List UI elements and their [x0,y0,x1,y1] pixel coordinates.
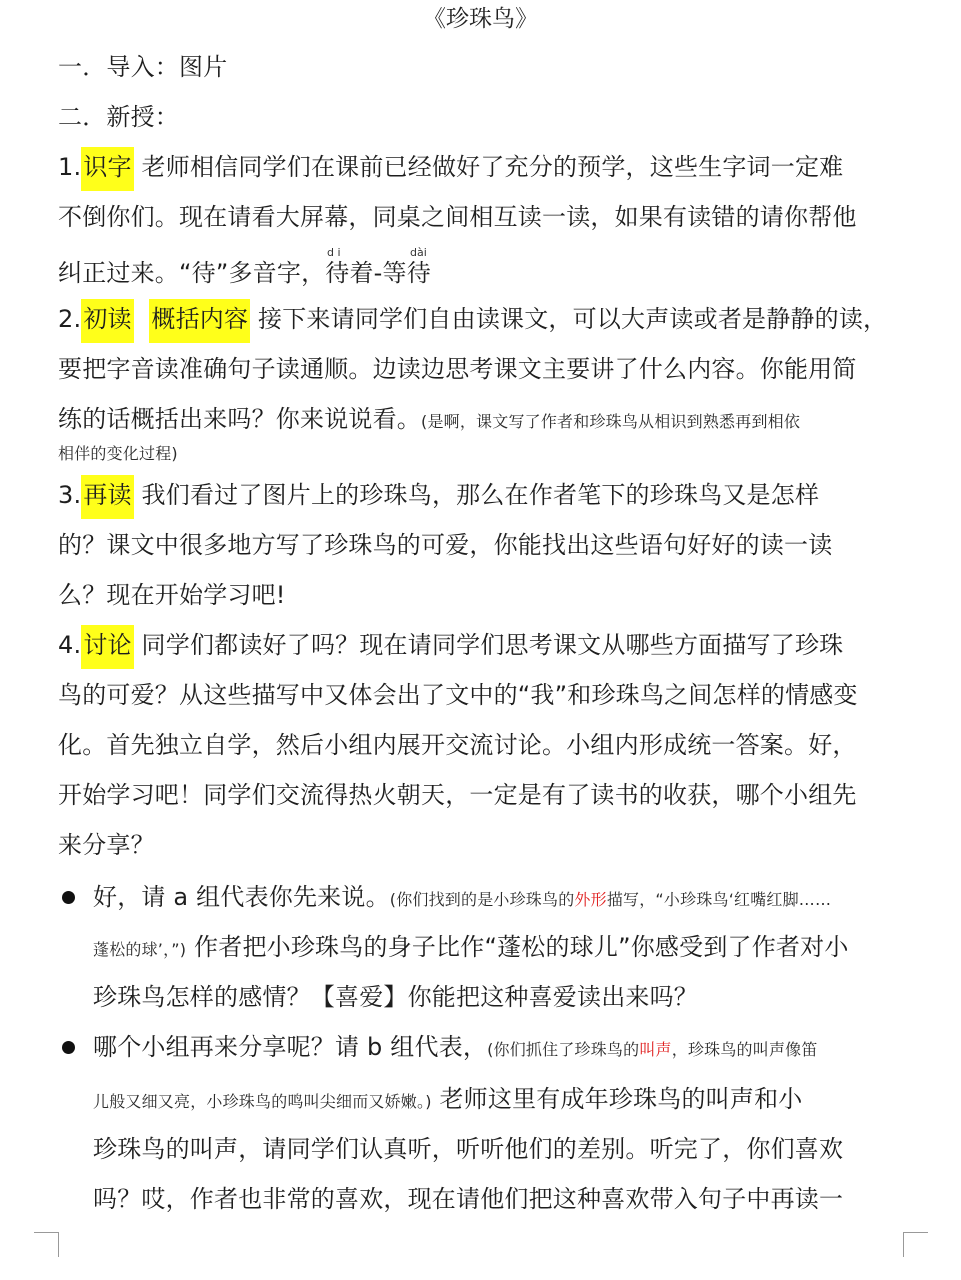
step-text: 我们看过了图片上的珍珠鸟，那么在作者笔下的珍珠鸟又是怎样 [133,481,820,509]
step3-line1 [58,480,819,510]
document-title: 《珍珠鸟》 [423,6,538,32]
bullet2-line1 [93,1032,818,1065]
bullet-text: 好，请 a 组代表你先来说。 [93,883,390,911]
bullet-dot [62,891,75,904]
section-new-lesson: 二．新授： [58,103,179,131]
step4-line3: 化。首先独立自学，然后小组内展开交流讨论。小组内形成统一答案。好， [58,731,857,759]
bullet-dot [62,1041,75,1054]
answer-note: ，珍珠鸟的叫声像笛 [671,1040,818,1059]
step-number: 4. [58,631,82,659]
bullet2-line3: 珍珠鸟的叫声，请同学们认真听，听听他们的差别。听完了，你们喜欢 [93,1135,844,1163]
step-number: 3. [58,481,82,509]
answer-note: (你们找到的是小珍珠鸟的 [389,890,575,909]
step2-line3 [58,404,800,437]
pinyin-di: d i [327,246,341,259]
step4-line4: 开始学习吧！同学们交流得热火朝天，一定是有了读书的收获，哪个小组先 [58,781,857,809]
step2-line2: 要把字音读准确句子读通顺。边读边思考课文主要讲了什么内容。你能用简 [58,355,857,383]
highlight-tag-reread: 再读 [81,475,133,519]
bullet2-line2 [93,1084,802,1117]
step1-line3 [58,258,431,288]
bullet1-line2 [93,932,849,965]
page-margin-corner-left [34,1232,59,1257]
highlight-tag-summarize: 概括内容 [149,299,250,343]
answer-note: 蓬松的球’，”) [93,940,187,959]
emphasis-appearance: 外形 [574,890,607,909]
answer-note: (你们抓住了珍珠鸟的 [487,1040,640,1059]
bullet-text: 作者把小珍珠鸟的身子比作“蓬松的球儿”你感受到了作者对小 [186,933,849,961]
step-text: 纠正过来。“待”多音字， [58,259,326,287]
step-text: 练的话概括出来吗？你来说说看。 [58,405,421,433]
step-number: 2. [58,305,82,333]
bullet-text: 老师这里有成年珍珠鸟的叫声和小 [431,1085,803,1113]
step-text: 同学们都读好了吗？现在请同学们思考课文从哪些方面描写了珍珠 [133,631,844,659]
step4-line5: 来分享？ [58,831,155,859]
step-number: 1. [58,153,82,181]
step1-line2: 不倒你们。现在请看大屏幕，同桌之间相互读一读，如果有读错的请你帮他 [58,203,857,231]
pinyin-dai: dài [410,246,427,259]
answer-note: 儿般又细又亮，小珍珠鸟的鸣叫尖细而又娇嫩。) [93,1092,432,1111]
highlight-tag-discuss: 讨论 [81,625,133,669]
step-text: 老师相信同学们在课前已经做好了充分的预学，这些生字词一定难 [133,153,844,181]
step2-line1 [58,304,887,334]
highlight-tag-first-read: 初读 [81,299,133,343]
answer-note: 描写，“小珍珠鸟‘红嘴红脚…… [606,890,832,909]
emphasis-call: 叫声 [639,1040,672,1059]
bullet1-line3: 珍珠鸟怎样的感情？【喜爱】你能把这种喜爱读出来吗？ [93,983,698,1011]
page-margin-corner-right [903,1232,928,1257]
bullet1-line1 [93,882,831,915]
polyphone-words: 待着-等待 [325,259,431,287]
step2-note-line2: 相伴的变化过程) [58,444,178,463]
bullet2-line4: 吗？哎，作者也非常的喜欢，现在请他们把这种喜欢带入句子中再读一 [93,1185,844,1213]
step4-line2: 鸟的可爱？从这些描写中又体会出了文中的“我”和珍珠鸟之间怎样的情感变 [58,681,858,709]
step-text: 接下来请同学们自由读课文，可以大声读或者是静静的读， [250,305,888,333]
step3-line3: 么？现在开始学习吧! [58,581,286,609]
highlight-tag-literacy: 识字 [81,147,133,191]
section-import: 一．导入：图片 [58,53,228,81]
step4-line1 [58,630,843,660]
step3-line2: 的？课文中很多地方写了珍珠鸟的可爱，你能找出这些语句好好的读一读 [58,531,833,559]
answer-note: (是啊，课文写了作者和珍珠鸟从相识到熟悉再到相依 [421,412,801,431]
step1-line1 [58,152,843,182]
bullet-text: 哪个小组再来分享呢？请 b 组代表， [93,1033,488,1061]
